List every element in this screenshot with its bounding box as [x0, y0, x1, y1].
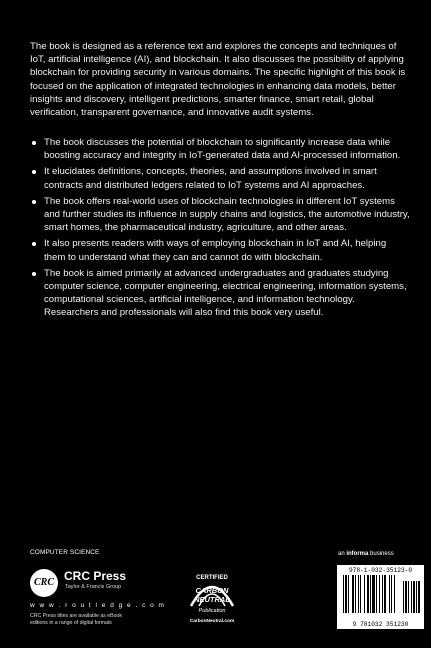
feature-list	[30, 136, 410, 323]
informa-suffix: business	[368, 551, 394, 557]
addon-barcode-bar	[413, 581, 415, 613]
addon-barcode-bar	[418, 581, 420, 613]
barcode-bar	[382, 575, 383, 613]
neutral-word: NEUTRAL	[194, 595, 230, 604]
barcode-bar	[345, 575, 347, 613]
crc-logo-text: CRC	[33, 577, 54, 588]
list-item: The book offers real-world uses of blockchain technologies in different IoT systems and further studies its influence in supply chains and logistics, the automotive industry, smart homes, the pharmaceutical industry, agriculture, and other areas.	[30, 195, 410, 235]
barcode-bar	[370, 575, 371, 613]
carbon-neutral-badge	[177, 566, 247, 630]
barcode-bars	[337, 575, 424, 621]
barcode-bar	[389, 575, 390, 613]
crc-logo-icon	[30, 569, 58, 597]
barcode-bar	[358, 575, 359, 613]
barcode-bar	[352, 575, 354, 613]
list-item: The book discusses the potential of blockchain to significantly increase data while boosting accuracy and integrity in IoT-generated data and AI-processed information.	[30, 136, 410, 162]
publisher-logo	[30, 567, 170, 607]
barcode-bar	[384, 575, 386, 613]
carbon-word: CARBON	[195, 586, 229, 595]
isbn-number: 978-1-032-35123-0	[348, 567, 413, 574]
carbon-neutral-icon	[177, 566, 247, 620]
list-item: The book is aimed primarily at advanced undergraduates and graduates studying computer science, computer engineering, electrical engineering, information systems, computational sciences, artificial intelligence, and information technology. Researchers and professionals will also find this book very useful.	[30, 267, 410, 320]
publisher-website[interactable]: w w w . r o u t l e d g e . c o m	[30, 602, 166, 609]
barcode-bar	[360, 575, 361, 613]
carbon-url: CarbonNeutral.com	[189, 619, 235, 624]
informa-brand: informa	[346, 551, 369, 557]
barcode-bar	[391, 575, 392, 613]
barcode-bar	[367, 575, 369, 613]
addon-barcode-bar	[416, 581, 417, 613]
intro-paragraph: The book is designed as a reference text and explores the concepts and techniques of IoT, artificial intelligence (AI), and blockchain. It also discusses the possibility of applying blockchain for providing security in various domains. The specific highlight of this book is focused on the application of integrated technologies in enhancing data models, better insights and discovery, intelligent predictions, smarter finance, smart retail, global verification, transparent governance, and innovative audit systems.	[30, 41, 406, 119]
barcode-bar	[343, 575, 344, 613]
barcode-bar	[348, 575, 349, 613]
addon-barcode-bar	[403, 581, 404, 613]
addon-barcode-bar	[405, 581, 407, 613]
list-item: It elucidates definitions, concepts, theories, and assumptions involved in smart contracts and distributed ledgers related to IoT systems and AI approaches.	[30, 165, 410, 191]
addon-barcode-bar	[411, 581, 412, 613]
publication-word: Publication	[198, 608, 226, 614]
barcode-bar	[394, 575, 395, 613]
subject-category: COMPUTER SCIENCE	[30, 549, 100, 556]
publisher-name: CRC Press	[64, 569, 127, 583]
barcode-bar	[372, 575, 375, 613]
informa-tagline	[338, 551, 394, 557]
barcode-bar	[376, 575, 377, 613]
barcode-bar	[379, 575, 380, 613]
isbn-barcode	[337, 565, 424, 629]
carbon-certified-label: CERTIFIED	[196, 575, 228, 581]
list-item: It also presents readers with ways of employing blockchain in IoT and AI, helping them to understand what they can and cannot do with blockchain.	[30, 237, 410, 263]
addon-barcode-bar	[408, 581, 409, 613]
publisher-group: Taylor & Francis Group	[65, 584, 122, 590]
barcode-digits: 9 781032 351230	[352, 621, 409, 628]
barcode-bar	[355, 575, 356, 613]
ebook-note: CRC Press titles are available as eBook editions in a range of digital formats	[30, 613, 122, 626]
barcode-bar	[364, 575, 365, 613]
informa-prefix: an	[338, 551, 347, 557]
